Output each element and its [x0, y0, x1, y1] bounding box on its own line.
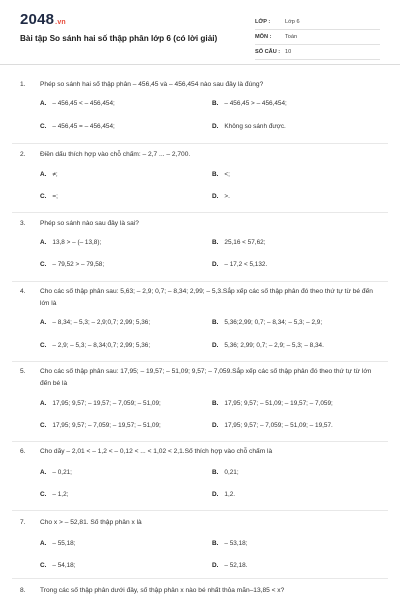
option-c[interactable]: C. – 1,2; [40, 491, 69, 498]
question-divider [12, 510, 388, 511]
option-a[interactable]: A. 13,8 > – (– 13,8); [40, 239, 102, 246]
option-a[interactable]: A. ≠; [40, 171, 58, 178]
question-divider [12, 212, 388, 213]
question-text: Cho x > – 52,81. Số thập phân x là [40, 519, 142, 526]
option-d[interactable]: D. – 52,18. [212, 562, 248, 569]
option-c[interactable]: C. – 456,45 = – 456,454; [40, 123, 115, 130]
question-number: 6. [20, 448, 26, 455]
option-a[interactable]: A. – 0,21; [40, 469, 72, 476]
meta-value: 10 [285, 49, 292, 55]
option-c[interactable]: C. =; [40, 193, 58, 200]
question-text: Cho dãy – 2,01 < – 1,2 < – 0,12 < ... < 1,02 < 2,1.Số thích hợp vào chỗ chấm là [40, 448, 273, 455]
option-a[interactable]: A. – 456,45 < – 456,454; [40, 100, 115, 107]
meta-value: Toán [285, 34, 298, 40]
question-divider [12, 361, 388, 362]
meta-value: Lớp 6 [285, 19, 300, 25]
option-a[interactable]: A. – 8,34; – 5,3; – 2,9;0,7; 2,99; 5,36; [40, 319, 151, 326]
question-number: 2. [20, 151, 26, 158]
question-number: 7. [20, 519, 26, 526]
document-meta [255, 15, 380, 60]
meta-row-subject [255, 30, 380, 45]
option-d[interactable]: D. 1,2. [212, 491, 236, 498]
question-divider [12, 143, 388, 144]
document-header [0, 0, 400, 62]
question-divider [12, 281, 388, 282]
header-divider [0, 64, 400, 65]
option-c[interactable]: C. – 2,9; – 5,3; – 8,34;0,7; 2,99; 5,36; [40, 342, 151, 349]
meta-label: MÔN : [255, 34, 272, 40]
option-b[interactable]: B. – 53,18; [212, 540, 248, 547]
option-c[interactable]: C. – 79,52 > – 79,58; [40, 261, 105, 268]
question-divider [12, 441, 388, 442]
question-divider [12, 578, 388, 579]
option-a[interactable]: A. – 55,18; [40, 540, 76, 547]
question-text: Phép so sánh nào sau đây là sai? [40, 220, 139, 227]
option-c[interactable]: C. – 54,18; [40, 562, 76, 569]
question-text: Điền dấu thích hợp vào chỗ chấm: – 2,7 ... – 2,700. [40, 151, 191, 158]
option-d[interactable]: D. 5,36; 2,99; 0,7; – 2,9; – 5,3; – 8,34. [212, 342, 324, 349]
question-number: 5. [20, 368, 26, 375]
option-a[interactable]: A. 17,95; 9,57; – 19,57; – 7,059; – 51,09; [40, 400, 161, 407]
option-b[interactable]: B. 17,95; 9,57; – 51,09; – 19,57; – 7,059; [212, 400, 333, 407]
question-text: Cho các số thập phân sau: 17,95; – 19,57; – 51,09; 9,57; – 7,059.Sắp xếp các số thập phân đó theo thứ tự từ lớn đến bé là [40, 368, 372, 387]
question-text: Cho các số thập phân sau: 5,63; – 2,9; 0,7; – 8,34; 2,99; – 5,3.Sắp xếp các số thập phân đó theo thứ tự từ bé đến lớn là [40, 288, 373, 307]
question-number: 8. [20, 587, 26, 594]
option-d[interactable]: D. 17,95; 9,57; – 7,059; – 51,09; – 19,57. [212, 422, 333, 429]
meta-row-question-count [255, 45, 380, 60]
site-logo[interactable]: 2048.vn [20, 11, 66, 28]
option-b[interactable]: B. – 456,45 > – 456,454; [212, 100, 287, 107]
option-b[interactable]: B. 25,16 < 57,62; [212, 239, 266, 246]
question-number: 3. [20, 220, 26, 227]
option-b[interactable]: B. 0,21; [212, 469, 239, 476]
question-number: 4. [20, 288, 26, 295]
logo-suffix: .vn [55, 19, 66, 26]
question-text: Phép so sánh hai số thập phân – 456,45 và – 456,454 nào sau đây là đúng? [40, 81, 264, 88]
question-number: 1. [20, 81, 26, 88]
meta-label: LỚP : [255, 19, 271, 25]
option-b[interactable]: B. <; [212, 171, 230, 178]
option-d[interactable]: D. Không so sánh được. [212, 123, 286, 130]
question-text: Trong các số thập phân dưới đây, số thập phân x nào bé nhất thỏa mãn–13,85 < x? [40, 587, 285, 594]
option-d[interactable]: D. – 17,2 < 5,132. [212, 261, 268, 268]
document-title: Bài tập So sánh hai số thập phân lớp 6 (có lời giải) [20, 34, 218, 43]
meta-label: SỐ CÂU : [255, 49, 281, 55]
option-c[interactable]: C. 17,95; 9,57; – 7,059; – 19,57; – 51,09; [40, 422, 161, 429]
meta-row-grade [255, 15, 380, 30]
option-d[interactable]: D. >. [212, 193, 230, 200]
option-b[interactable]: B. 5,36;2,99; 0,7; – 8,34; – 5,3; – 2,9; [212, 319, 323, 326]
